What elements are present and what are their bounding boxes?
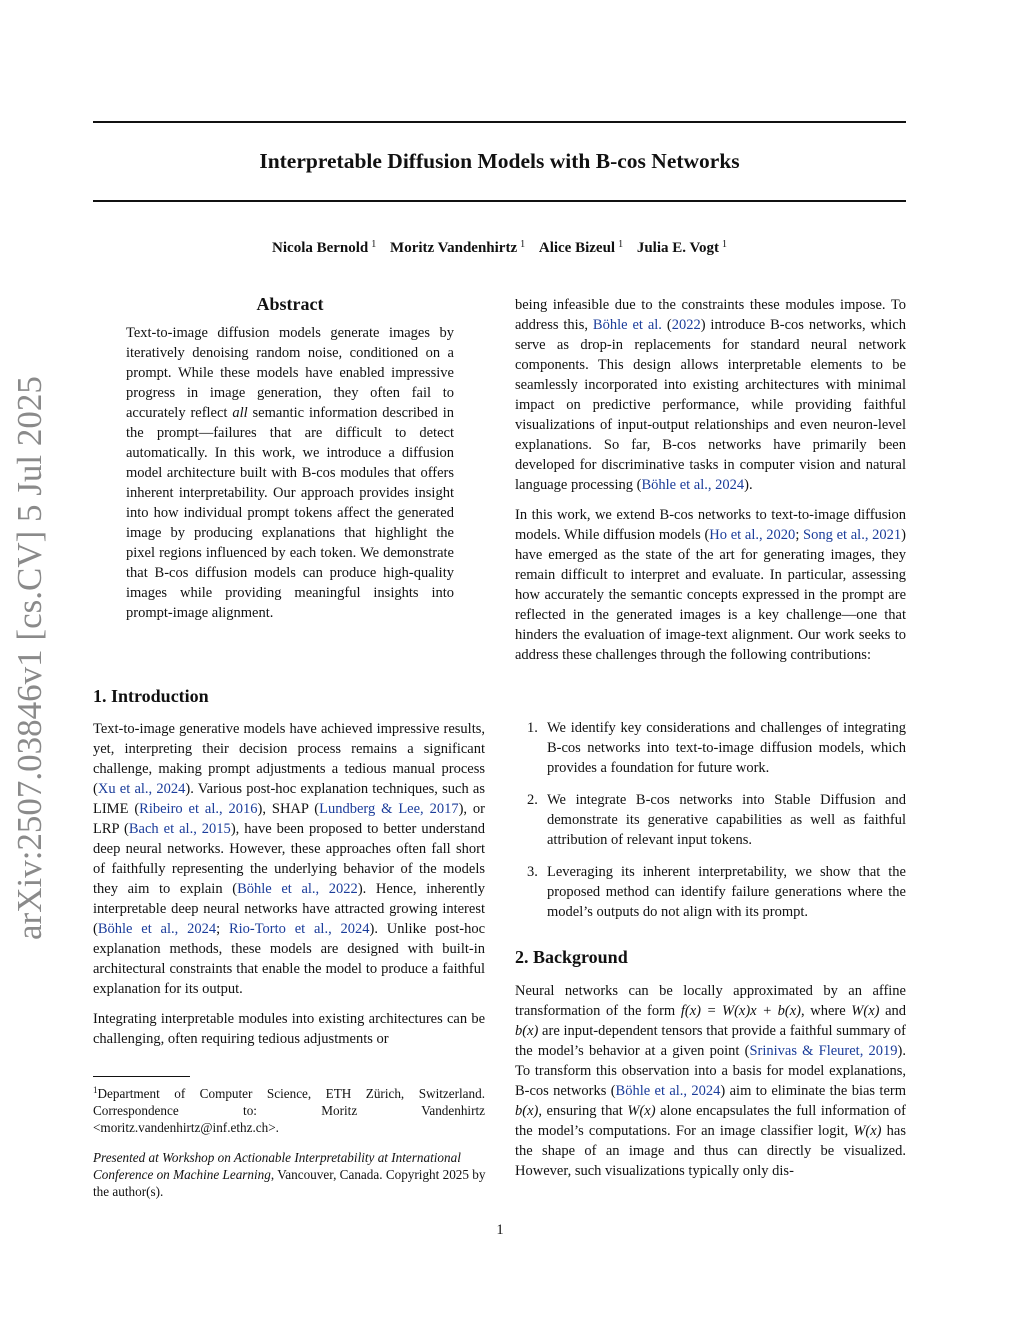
author-name: Nicola Bernold	[272, 240, 369, 256]
author	[272, 240, 376, 256]
list-text: Leveraging its inherent interpretability, we show that the proposed method can identify failure generations where the model’s outputs do not align with its prompt.	[547, 864, 906, 920]
citation-link[interactable]: Böhle et al., 2022	[237, 881, 358, 897]
author-name: Alice Bizeul	[538, 240, 616, 256]
author	[637, 240, 727, 256]
list-number: 2.	[527, 792, 538, 808]
author-affiliation: 1	[721, 239, 727, 250]
abstract-body	[126, 323, 454, 633]
abstract-emphasis: all	[232, 405, 248, 421]
math-expression: W(x)	[851, 1003, 880, 1019]
math-expression: f(x) = W(x)x + b(x)	[680, 1003, 801, 1019]
math-expression: W(x)	[853, 1123, 882, 1139]
author-list	[93, 234, 906, 259]
intro-heading: 1. Introduction	[93, 686, 209, 706]
citation-link[interactable]: Srinivas & Fleuret, 2019	[749, 1043, 898, 1059]
list-item	[527, 718, 906, 778]
intro-paragraph-1: Text-to-image generative models have achieved impressive results, yet, interpreting their decision process remains a significant challenge, making prompt adjustments a tedious manual process (Xu et al., 2024). Various post-hoc explanation techniques, such as LIME (Ribeiro et al., 2016), SHAP (Lundberg & Lee, 2017), or LRP (Bach et al., 2015), have been proposed to better understand deep neural networks. However, these approaches often fall short of faithfully representing the underlying behavior of the models they aim to explain (Böhle et al., 2022). Hence, inherently interpretable deep neural networks have attracted growing interest (Böhle et al., 2024; Rio-Torto et al., 2024). Unlike post-hoc explanation methods, these models are designed with built-in architectural constraints that enable the model to produce a faithful explanation for its output.	[93, 721, 486, 997]
citation-link[interactable]: Xu et al., 2024	[97, 781, 186, 797]
abstract-text: semantic information described in the prompt—failures that are difficult to detect automatically. In this work, we introduce a diffusion model architecture built with B-cos modules that offers inherent interpretability. Our approach provides insight into how individual prompt tokens affect the generated image by producing explanations that highlight the pixel regions influenced by each token. We demonstrate that B-cos diffusion models can produce high-quality images while providing meaningful insights into prompt-image alignment.	[126, 405, 454, 621]
abstract-heading: Abstract	[256, 294, 324, 314]
citation-link[interactable]: Böhle et al., 2024	[615, 1083, 721, 1099]
list-text: We identify key considerations and challenges of integrating B-cos networks into text-to-image diffusion models, which provides a foundation for future work.	[547, 720, 906, 776]
list-text: We integrate B-cos networks into Stable Diffusion and demonstrate its generative capabilities as well as faithful attribution of relevant input tokens.	[547, 792, 906, 848]
abstract-text: Text-to-image diffusion models generate images by iteratively denoising random noise, conditioned on a prompt. While these models have enabled impressive progress in image generation, they often fail to accurately reflect	[126, 325, 454, 421]
author-name: Moritz Vandenhirtz	[390, 240, 518, 256]
background-heading: 2. Background	[515, 947, 628, 967]
author	[390, 240, 525, 256]
title-rule-bottom	[93, 200, 906, 202]
author-affiliation: 1	[618, 239, 624, 250]
paper-title: Interpretable Diffusion Models with B-cos Networks	[259, 149, 740, 173]
page-number: 1	[496, 1222, 504, 1238]
paragraph: Neural networks can be locally approximated by an affine transformation of the form f(x) = W(x)x + b(x), where W(x) and b(x) are input-dependent tensors that provide a faithful summary of the model’s behavior at a given point (Srinivas & Fleuret, 2019). To transform this observation into a basis for model explanations, B-cos networks (Böhle et al., 2024) aim to eliminate the bias term b(x), ensuring that W(x) alone encapsulates the full information of the model’s computations. For an image classifier logit, W(x) has the shape of an image and thus can directly be visualized. However, such visualizations typically only dis-	[515, 983, 907, 1179]
intro-paragraph-2: Integrating interpretable modules into existing architectures can be challenging, often requiring tedious adjustments or	[93, 1011, 485, 1047]
paragraph: In this work, we extend B-cos networks to text-to-image diffusion models. While diffusion models (Ho et al., 2020; Song et al., 2021) have emerged as the state of the art for generating images, they remain difficult to interpret and evaluate. In particular, assessing how accurately the semantic concepts expressed in the prompt are reflected in the generated images is a key challenge—one that hinders the evaluation of image-text alignment. Our work seeks to address these challenges through the following contributions:	[515, 507, 906, 663]
citation-link[interactable]: Ribeiro et al., 2016	[139, 801, 258, 817]
citation-link[interactable]: Böhle et al., 2024	[641, 477, 745, 493]
citation-link[interactable]: Rio-Torto et al., 2024	[228, 921, 370, 937]
list-number: 1.	[527, 720, 538, 736]
author-affiliation: 1	[371, 239, 377, 250]
venue-note	[93, 1149, 487, 1200]
venue-emphasis: Presented at Workshop on Actionable Interpretability at International Conference on Machine Learning	[93, 1150, 461, 1182]
background-body	[515, 981, 906, 1191]
author-name: Julia E. Vogt	[636, 240, 719, 256]
citation-link[interactable]: Song et al., 2021	[803, 527, 902, 543]
list-item	[527, 790, 906, 850]
math-expression: W(x)	[627, 1103, 656, 1119]
citation-link[interactable]: Bach et al., 2015	[128, 821, 231, 837]
right-column-body	[515, 295, 906, 675]
arxiv-watermark: arXiv:2507.03846v1 [cs.CV] 5 Jul 2025	[10, 376, 49, 940]
author-affiliation: 1	[520, 239, 526, 250]
list-number: 3.	[527, 864, 538, 880]
list-item	[527, 862, 906, 922]
footnote-text: Department of Computer Science, ETH Zürich, Switzerland. Correspondence to: Moritz Vandenhirtz <moritz.vandenhirtz@inf.ethz.ch>.	[93, 1086, 485, 1135]
contribution-list	[527, 718, 906, 934]
title-rule-top	[93, 121, 906, 123]
paragraph: being infeasible due to the constraints these modules impose. To address this, Böhle et al. (2022) introduce B-cos networks, which serve as drop-in replacements for standard neural network components. This design allows interpretable elements to be seamlessly incorporated into existing architectures with minimal impact on predictive performance, while providing faithful visualizations of input-output relationships and even neuron-level explanations. So far, B-cos networks have primarily been developed for discriminative tasks in computer vision and natural language processing (Böhle et al., 2024).	[515, 297, 906, 493]
citation-link[interactable]: Ho et al., 2020	[709, 527, 796, 543]
math-expression: b(x)	[515, 1023, 539, 1039]
author	[539, 240, 623, 256]
math-expression: b(x)	[515, 1103, 539, 1119]
citation-link[interactable]: Böhle et al., 2024	[97, 921, 217, 937]
citation-link[interactable]: Böhle et al.	[592, 317, 662, 333]
footnote	[93, 1082, 485, 1136]
citation-link[interactable]: Lundberg & Lee, 2017	[319, 801, 459, 817]
venue-text: , Vancouver, Canada. Copyright 2025 by the author(s).	[93, 1167, 486, 1199]
citation-link[interactable]: 2022	[671, 317, 701, 333]
footnote-rule	[93, 1076, 190, 1077]
footnote-mark: 1	[93, 1085, 98, 1095]
intro-body	[93, 719, 485, 1059]
